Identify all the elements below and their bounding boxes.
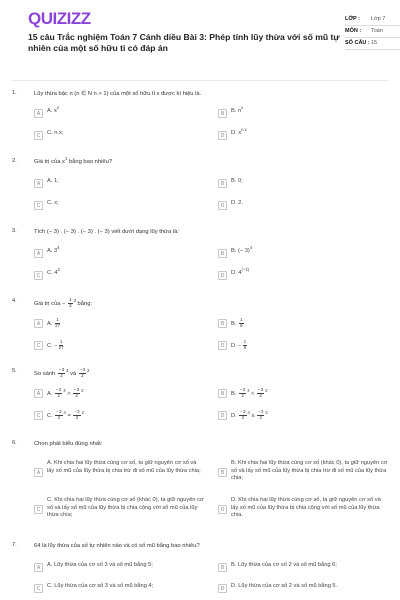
option-text: A. $3^4$ xyxy=(47,245,60,254)
fraction: $\frac{-3}{2}$ xyxy=(258,409,264,420)
option-text: D. $x^{n.x}$ xyxy=(231,127,247,136)
option-a[interactable] xyxy=(34,460,204,477)
option-d[interactable] xyxy=(218,340,388,352)
option-letter-box[interactable]: C xyxy=(34,505,43,514)
option-text: B. (− 3)$^4$ xyxy=(231,245,253,254)
question-text: Tích (− 3) . (− 3) . (− 3) . (− 3) viết dưới dạng lũy thừa là: xyxy=(34,229,179,235)
meta-key: MÔN : xyxy=(345,28,362,34)
option-letter-box[interactable]: D xyxy=(218,505,227,514)
option-a[interactable] xyxy=(34,245,204,260)
option-b[interactable] xyxy=(218,318,388,330)
option-letter-box[interactable]: B xyxy=(218,179,227,188)
option-text: B. 0; xyxy=(231,178,243,184)
option-text: A. Lũy thừa của cơ số 3 và số mũ bằng 5; xyxy=(47,562,153,568)
fraction: $\frac{1}{3}$ xyxy=(69,297,72,308)
option-text: D. 2. xyxy=(231,200,244,206)
header-divider xyxy=(12,80,388,81)
question-text: Chọn phát biểu đúng nhất: xyxy=(34,441,103,447)
option-d[interactable] xyxy=(218,583,388,595)
option-letter-box[interactable]: D xyxy=(218,584,227,593)
fraction: $\frac{1}{27}$ xyxy=(54,317,61,328)
option-text: C. n.x; xyxy=(47,130,64,136)
option-letter-box[interactable]: B xyxy=(218,249,227,258)
meta-key: SỐ CÂU : xyxy=(345,40,370,46)
option-text: C. x; xyxy=(47,200,59,206)
option-letter-box[interactable]: A xyxy=(34,109,43,118)
option-b[interactable] xyxy=(218,105,388,120)
option-letter-box[interactable]: C xyxy=(34,411,43,420)
option-text: B. $n^x$ xyxy=(231,105,244,114)
option-text: D. Khi chia hai lũy thừa cùng cơ số, ta giữ nguyên cơ số và lấy số mũ của lũy thừa bị chia cộng với số mũ của lũy thừa chia. xyxy=(231,497,381,518)
option-letter-box[interactable]: D xyxy=(218,341,227,350)
option-d[interactable] xyxy=(218,410,388,422)
option-text: B. Lũy thừa của cơ số 2 và số mũ bằng 6; xyxy=(231,562,337,568)
meta-row-class xyxy=(345,14,400,26)
option-letter-box[interactable]: A xyxy=(34,249,43,258)
option-c[interactable] xyxy=(34,497,204,520)
option-text: C. $\frac{-3}{2}$ $^4$ = $\frac{-3}{2}$ $^2$ xyxy=(47,409,84,420)
option-text: A. $\frac{1}{27}$ xyxy=(47,317,61,328)
worksheet-header xyxy=(12,0,388,72)
fraction: $\frac{-3}{2}$ xyxy=(58,367,65,378)
fraction: $\frac{-3}{2}$ xyxy=(258,387,264,398)
question-number: 3. xyxy=(12,228,17,234)
option-letter-box[interactable]: B xyxy=(218,468,227,477)
option-letter-box[interactable]: B xyxy=(218,319,227,328)
option-text: A. $\frac{-3}{2}$ $^4$ > $\frac{-3}{2}$ $^2$ xyxy=(47,387,84,398)
option-text: D. Lũy thừa của cơ số 2 và số mũ bằng 5. xyxy=(231,583,338,589)
fraction: $\frac{1}{27}$ xyxy=(58,339,64,350)
fraction: $\frac{-3}{2}$ xyxy=(74,409,80,420)
fraction: $\frac{-3}{2}$ xyxy=(55,387,62,398)
option-letter-box[interactable]: C xyxy=(34,584,43,593)
meta-value: Toán xyxy=(371,28,383,34)
option-d[interactable] xyxy=(218,200,388,212)
question-number: 5. xyxy=(12,368,17,374)
fraction: $\frac{-3}{2}$ xyxy=(56,409,62,420)
option-text: C. $4^3$ xyxy=(47,267,60,276)
question-number: 6. xyxy=(12,440,17,446)
option-d[interactable] xyxy=(218,127,388,142)
meta-value: 15 xyxy=(371,40,378,46)
question-text: Giá trị của − $\frac{1}{3}$ $^3$ bằng: xyxy=(34,297,93,308)
option-c[interactable] xyxy=(34,583,204,595)
option-c[interactable] xyxy=(34,340,204,352)
question-number: 2. xyxy=(12,158,17,164)
option-letter-box[interactable]: D xyxy=(218,411,227,420)
question-text: So sánh $\frac{-3}{2}$ $^4$ và $\frac{-3}{2}$ $^2$ xyxy=(34,367,90,378)
question-number: 1. xyxy=(12,90,17,96)
option-b[interactable] xyxy=(218,178,388,190)
option-text: C. Khi chia hai lũy thừa cùng cơ số (khác 0), ta giữ nguyên cơ số và lấy số mũ của lũy thừa bị chia cộng với số mũ của lũy thừa chia; xyxy=(47,497,204,518)
option-d[interactable] xyxy=(218,497,388,520)
option-text: A. Khi chia hai lũy thừa cùng cơ số, ta giữ nguyên cơ số và lấy số mũ của lũy thừa bị chia trừ đi số mũ của lũy thừa chia; xyxy=(47,460,201,474)
option-letter-box[interactable]: C xyxy=(34,271,43,280)
fraction: $\frac{-3}{2}$ xyxy=(240,409,246,420)
option-b[interactable] xyxy=(218,388,388,400)
option-text: A. $x^n$ xyxy=(47,105,60,114)
option-text: B. $\frac{1}{9}$ xyxy=(231,317,243,328)
option-letter-box[interactable]: C xyxy=(34,131,43,140)
fraction: $\frac{1}{9}$ xyxy=(239,317,243,328)
option-a[interactable] xyxy=(34,105,204,120)
option-text: B. $\frac{-3}{2}$ $^4$ < $\frac{-3}{2}$ $^2$ xyxy=(231,387,268,398)
quizizz-logo: QUIZIZZ xyxy=(28,9,91,28)
option-text: C. − $\frac{1}{27}$ xyxy=(47,339,64,350)
option-letter-box[interactable]: B xyxy=(218,563,227,572)
fraction: $\frac{-3}{2}$ xyxy=(239,387,246,398)
option-a[interactable] xyxy=(34,318,204,330)
option-c[interactable] xyxy=(34,410,204,422)
question-text: Giá trị của $x^1$ bằng bao nhiêu? xyxy=(34,156,113,165)
question-number: 7. xyxy=(12,542,17,548)
question-number: 4. xyxy=(12,298,17,304)
fraction: $\frac{-3}{2}$ xyxy=(79,367,86,378)
option-b[interactable] xyxy=(218,460,388,483)
option-text: D. $4^{(-3)}$ xyxy=(231,267,250,276)
option-letter-box[interactable]: D xyxy=(218,271,227,280)
meta-row-count xyxy=(345,38,400,50)
option-a[interactable] xyxy=(34,178,204,190)
worksheet-title: 15 câu Trắc nghiệm Toán 7 Cánh diều Bài 3: Phép tính lũy thừa với số mũ tự nhiên của một số hữu tỉ có đáp án xyxy=(28,32,340,53)
option-d[interactable] xyxy=(218,267,388,282)
option-letter-box[interactable]: D xyxy=(218,201,227,210)
option-letter-box[interactable]: A xyxy=(34,563,43,572)
option-letter-box[interactable]: A xyxy=(34,179,43,188)
option-letter-box[interactable]: A xyxy=(34,319,43,328)
meta-value: Lớp 7 xyxy=(371,16,386,22)
fraction: $\frac{1}{9}$ xyxy=(243,339,247,350)
question-text: 64 là lũy thừa của số tự nhiên nào và có số mũ bằng bao nhiêu? xyxy=(34,543,200,549)
option-text: D. $\frac{-3}{2}$ $^4$ ≤ $\frac{-3}{2}$ $^2$ xyxy=(231,409,268,420)
meta-row-subject xyxy=(345,26,400,38)
meta-key: LỚP : xyxy=(345,16,360,22)
option-c[interactable] xyxy=(34,200,204,212)
option-b[interactable] xyxy=(218,562,388,574)
option-text: D. − $\frac{1}{9}$ xyxy=(231,339,247,350)
option-text: A. 1; xyxy=(47,178,59,184)
fraction: $\frac{-3}{2}$ xyxy=(74,387,80,398)
option-a[interactable] xyxy=(34,562,204,574)
option-text: C. Lũy thừa của cơ số 3 và số mũ bằng 4; xyxy=(47,583,154,589)
option-letter-box[interactable]: B xyxy=(218,389,227,398)
meta-table xyxy=(345,14,400,50)
option-letter-box[interactable]: C xyxy=(34,341,43,350)
option-b[interactable] xyxy=(218,245,388,260)
option-text: B. Khi chia hai lũy thừa cùng cơ số (khác 0), ta giữ nguyên cơ số và lấy số mũ của lũy thừa bị chia trừ đi số mũ của lũy thừa chia; xyxy=(231,460,388,481)
option-letter-box[interactable]: A xyxy=(34,389,43,398)
question-text: Lũy thừa bậc n (n ∈ N n > 1) của một số hữu tỉ x được kí hiệu là. xyxy=(34,91,202,97)
option-a[interactable] xyxy=(34,388,204,400)
option-letter-box[interactable]: B xyxy=(218,109,227,118)
option-letter-box[interactable]: D xyxy=(218,131,227,140)
option-c[interactable] xyxy=(34,267,204,282)
option-c[interactable] xyxy=(34,130,204,142)
option-letter-box[interactable]: A xyxy=(34,468,43,477)
option-letter-box[interactable]: C xyxy=(34,201,43,210)
